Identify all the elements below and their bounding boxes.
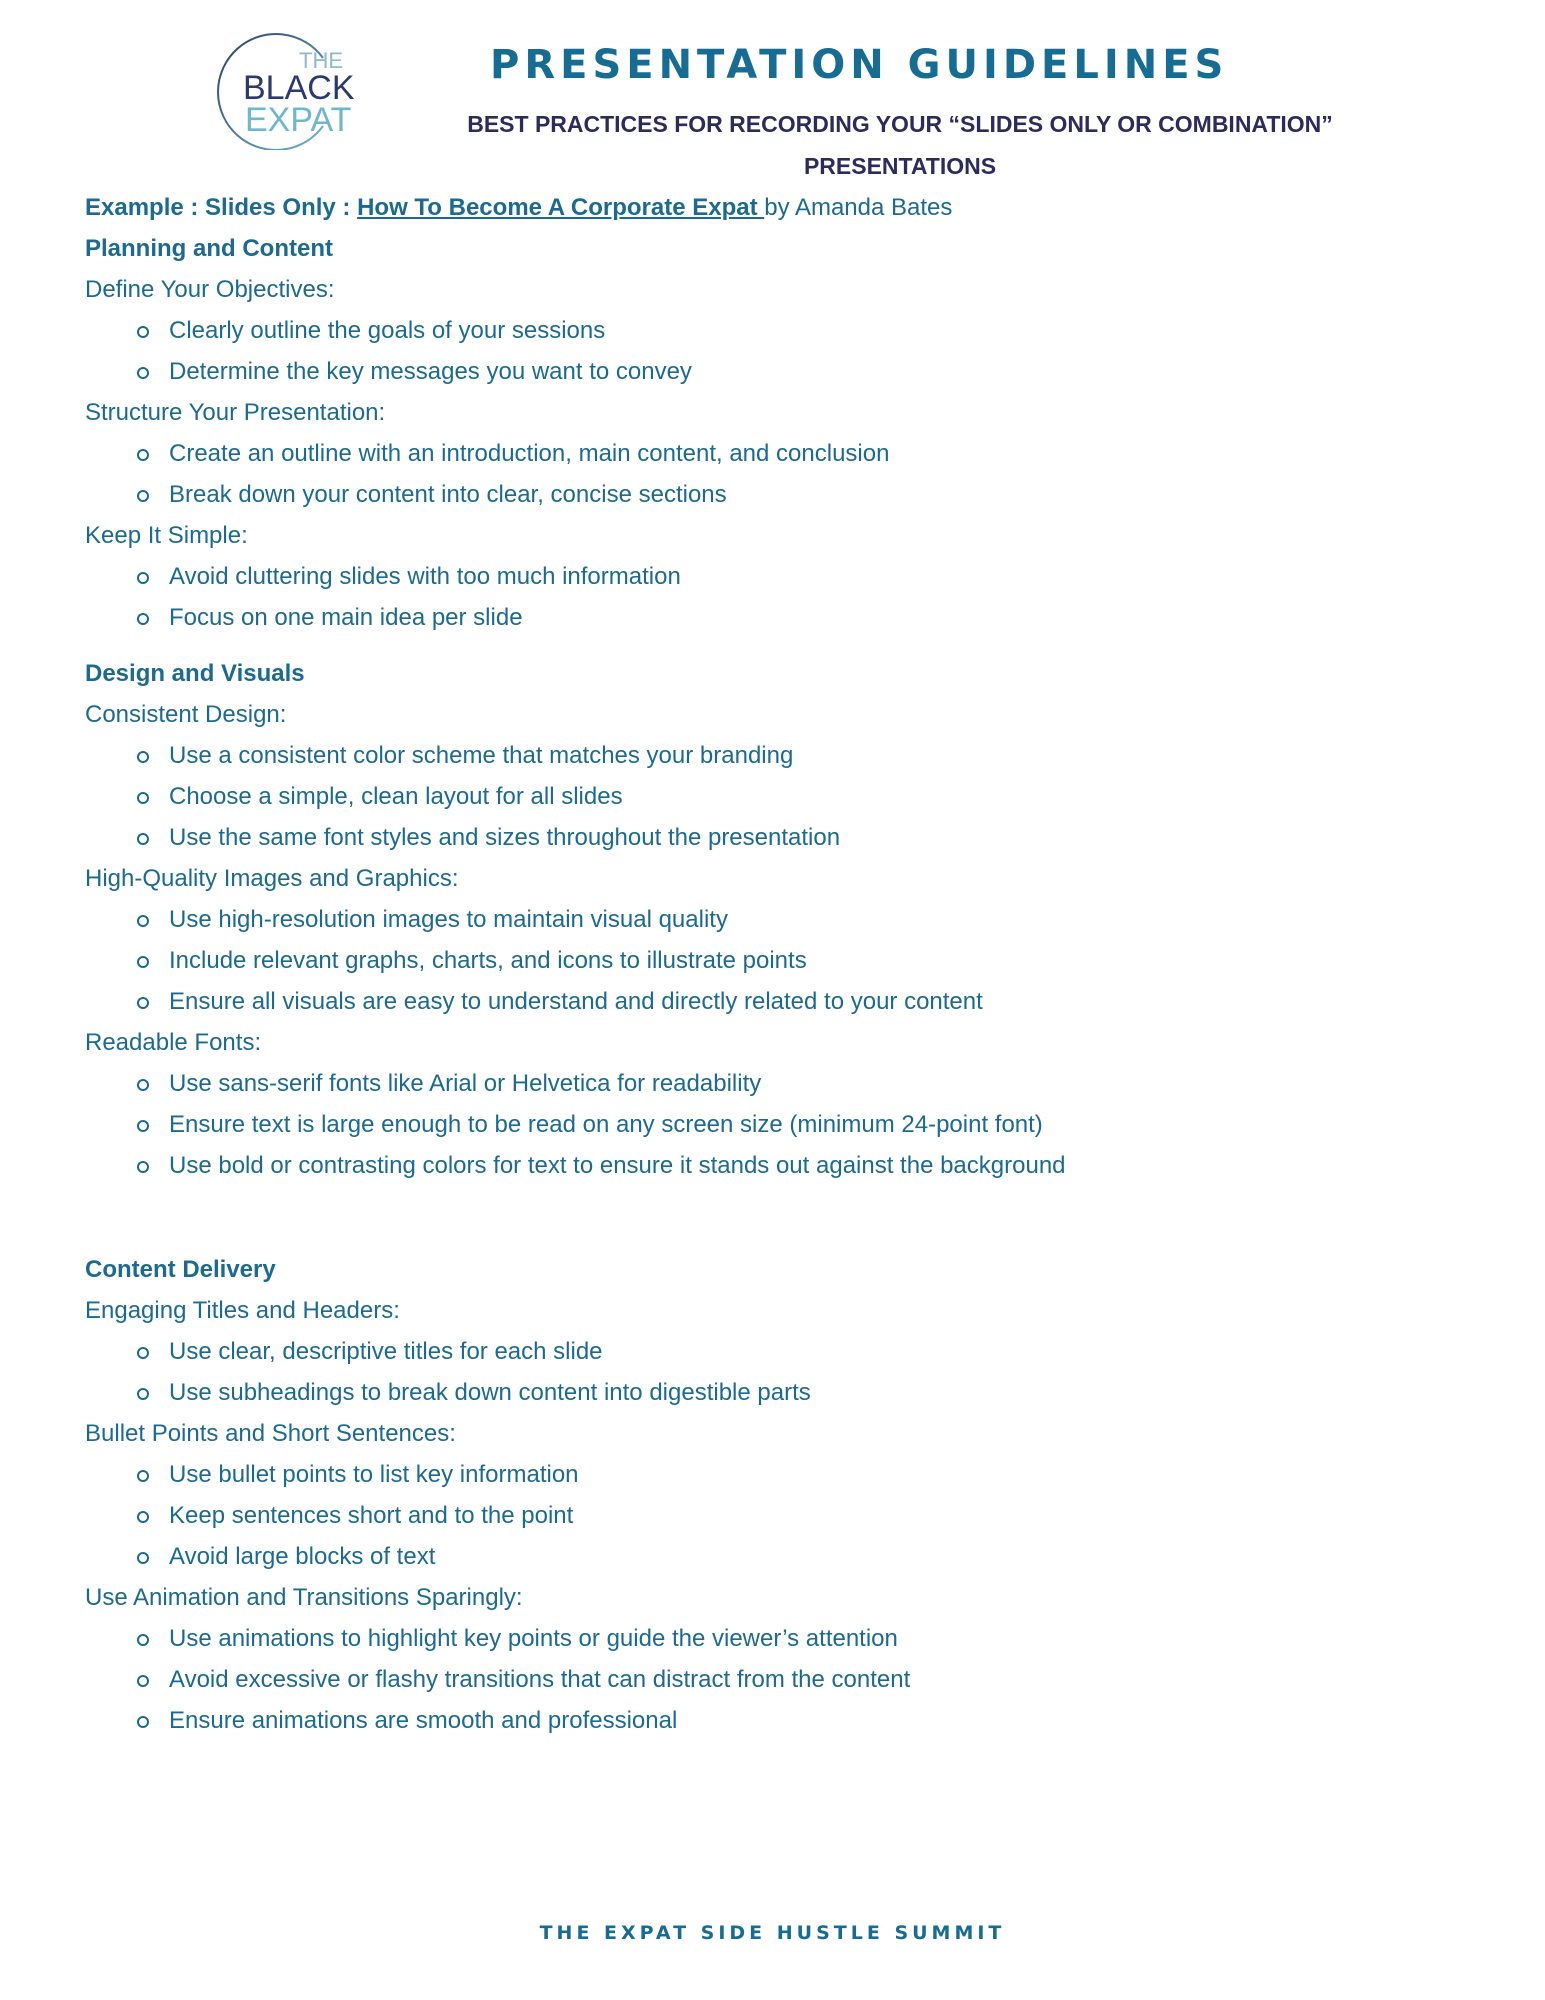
bullet-list: [85, 310, 1465, 392]
list-item: Ensure animations are smooth and professional: [135, 1700, 1465, 1741]
list-item: Ensure all visuals are easy to understand and directly related to your content: [135, 981, 1465, 1022]
list-item: Use subheadings to break down content into digestible parts: [135, 1372, 1465, 1413]
group-title: Consistent Design:: [85, 701, 287, 728]
group-title: Define Your Objectives:: [85, 276, 335, 303]
example-link[interactable]: How To Become A Corporate Expat: [357, 194, 765, 221]
section-title: Planning and Content: [85, 235, 333, 262]
bullet-list: [85, 1331, 1465, 1413]
list-item: Use the same font styles and sizes throughout the presentation: [135, 817, 1465, 858]
section-design-and-visuals: [85, 653, 1465, 1186]
bullet-list: [85, 556, 1465, 638]
group-title: High-Quality Images and Graphics:: [85, 865, 459, 892]
brand-logo: [215, 30, 355, 150]
list-item: Determine the key messages you want to convey: [135, 351, 1465, 392]
list-item: Keep sentences short and to the point: [135, 1495, 1465, 1536]
list-item: Avoid large blocks of text: [135, 1536, 1465, 1577]
list-item: Use high-resolution images to maintain visual quality: [135, 899, 1465, 940]
list-item: Use sans-serif fonts like Arial or Helvetica for readability: [135, 1063, 1465, 1104]
list-item: Include relevant graphs, charts, and icons to illustrate points: [135, 940, 1465, 981]
subtitle-line-2: PRESENTATIONS: [803, 153, 997, 179]
example-prefix: Example : Slides Only :: [85, 194, 358, 221]
bullet-list: [85, 1618, 1465, 1741]
bullet-list: [85, 1063, 1465, 1186]
section-content-delivery: [85, 1249, 1465, 1741]
page-footer: THE EXPAT SIDE HUSTLE SUMMIT: [539, 1922, 1006, 1944]
logo-text-black: BLACK: [243, 69, 355, 107]
bullet-list: [85, 433, 1465, 515]
list-item: Use bullet points to list key information: [135, 1454, 1465, 1495]
example-line: [85, 187, 1465, 228]
list-item: Clearly outline the goals of your sessions: [135, 310, 1465, 351]
document-body: [85, 187, 1465, 1741]
group-title: Keep It Simple:: [85, 522, 248, 549]
list-item: Use a consistent color scheme that matches your branding: [135, 735, 1465, 776]
section-title: Design and Visuals: [85, 660, 305, 687]
group-title: Use Animation and Transitions Sparingly:: [85, 1584, 523, 1611]
list-item: Focus on one main idea per slide: [135, 597, 1465, 638]
group-title: Engaging Titles and Headers:: [85, 1297, 400, 1324]
logo-text-expat: EXPAT: [245, 101, 352, 139]
list-item: Ensure text is large enough to be read on any screen size (minimum 24-point font): [135, 1104, 1465, 1145]
bullet-list: [85, 1454, 1465, 1577]
example-author: by Amanda Bates: [764, 194, 953, 221]
page-title: PRESENTATION GUIDELINES: [490, 42, 1229, 88]
list-item: Use clear, descriptive titles for each slide: [135, 1331, 1465, 1372]
list-item: Avoid excessive or flashy transitions that can distract from the content: [135, 1659, 1465, 1700]
page-subtitle: [440, 103, 1360, 187]
section-planning-and-content: [85, 228, 1465, 638]
list-item: Create an outline with an introduction, main content, and conclusion: [135, 433, 1465, 474]
logo-text-the: THE: [299, 48, 343, 73]
bullet-list: [85, 735, 1465, 858]
group-title: Bullet Points and Short Sentences:: [85, 1420, 456, 1447]
group-title: Readable Fonts:: [85, 1029, 262, 1056]
list-item: Use bold or contrasting colors for text to ensure it stands out against the background: [135, 1145, 1465, 1186]
list-item: Avoid cluttering slides with too much information: [135, 556, 1465, 597]
list-item: Choose a simple, clean layout for all slides: [135, 776, 1465, 817]
subtitle-line-1: BEST PRACTICES FOR RECORDING YOUR “SLIDES ONLY OR COMBINATION”: [467, 111, 1333, 137]
list-item: Use animations to highlight key points or guide the viewer’s attention: [135, 1618, 1465, 1659]
bullet-list: [85, 899, 1465, 1022]
section-title: Content Delivery: [85, 1256, 276, 1283]
group-title: Structure Your Presentation:: [85, 399, 386, 426]
list-item: Break down your content into clear, concise sections: [135, 474, 1465, 515]
